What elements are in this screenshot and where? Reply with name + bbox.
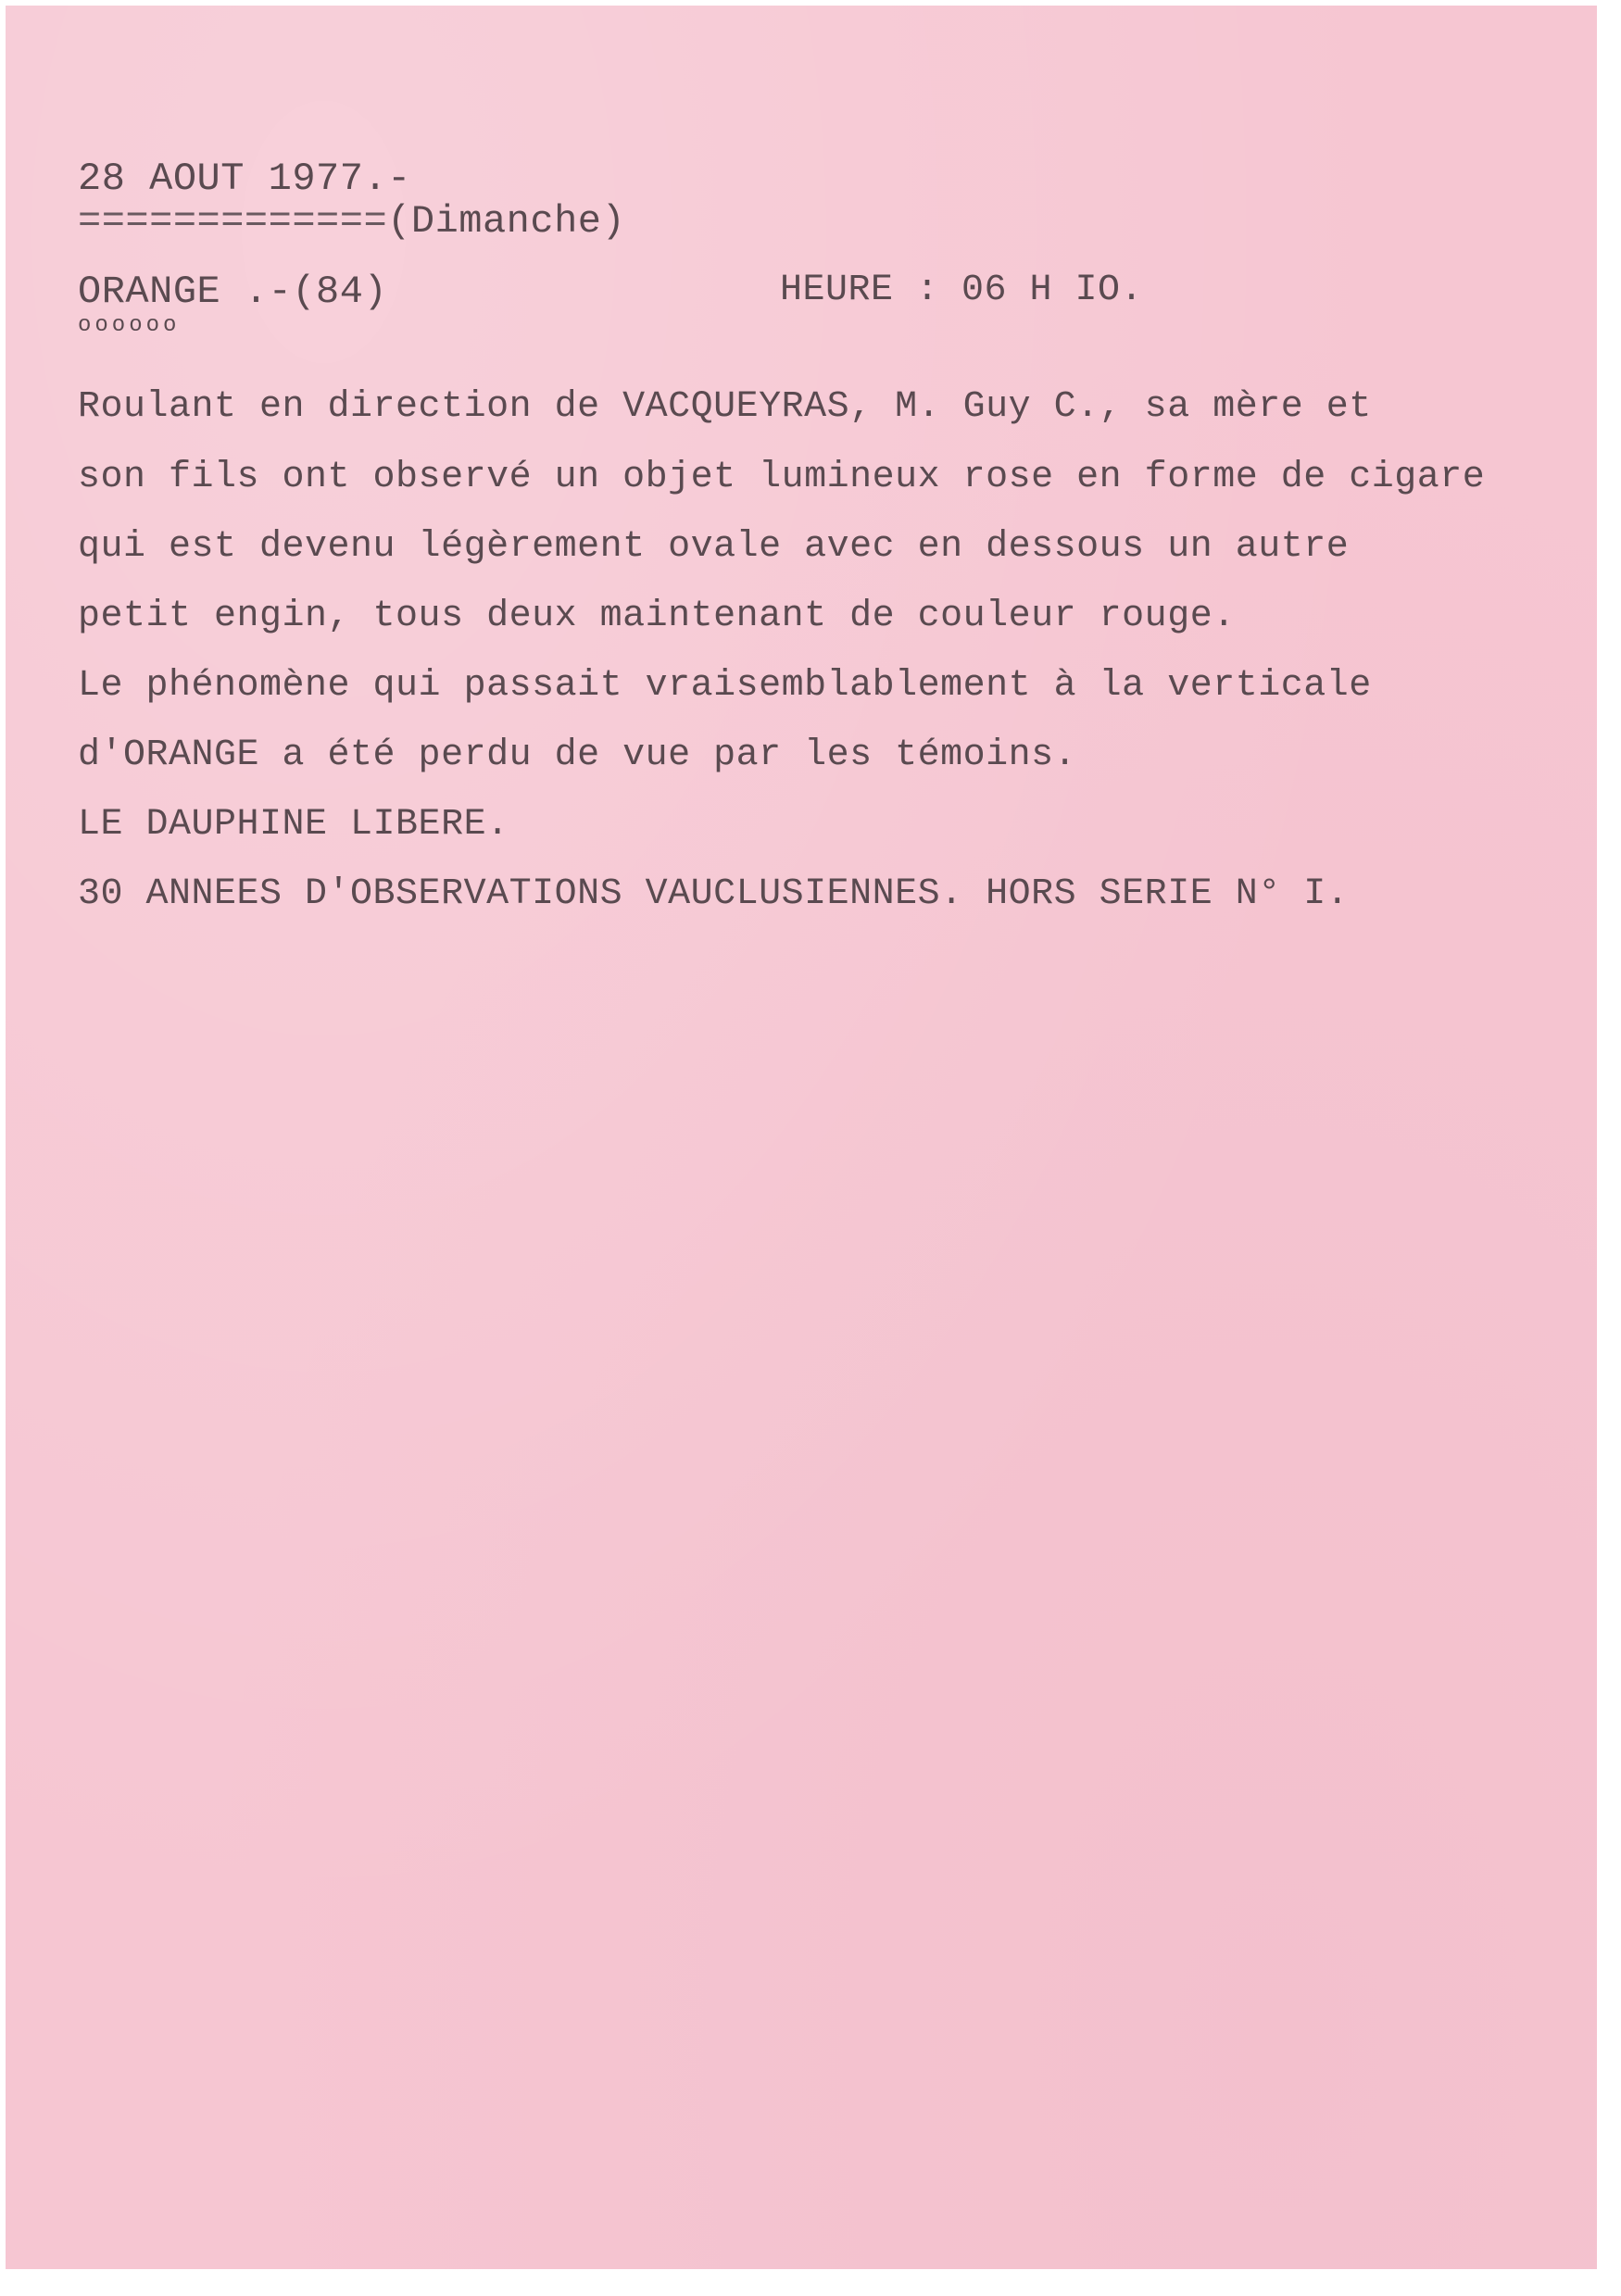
date-underline: ============= — [78, 199, 388, 244]
source-newspaper: LE DAUPHINE LIBERE. — [78, 804, 509, 846]
report-date: 28 AOUT 1977.- — [78, 157, 411, 201]
scan-margin-bottom — [0, 2269, 1621, 2296]
report-time: HEURE : 06 H IO. — [780, 270, 1144, 311]
place-underline: oooooo — [78, 313, 181, 338]
source-publication: 30 ANNEES D'OBSERVATIONS VAUCLUSIENNES. HORS SERIE N° I. — [78, 873, 1350, 915]
body-line-3: qui est devenu légèrement ovale avec en dessous un autre — [78, 526, 1350, 568]
body-line-5: Le phénomène qui passait vraisemblablement à la verticale — [78, 665, 1372, 707]
report-day: (Dimanche) — [387, 199, 626, 244]
body-line-1: Roulant en direction de VACQUEYRAS, M. Guy C., sa mère et — [78, 386, 1372, 428]
body-line-4: petit engin, tous deux maintenant de couleur rouge. — [78, 596, 1236, 637]
date-underline-row — [78, 199, 626, 244]
body-line-2: son fils ont observé un objet lumineux rose en forme de cigare — [78, 457, 1486, 498]
index-card — [6, 6, 1597, 2269]
scan-margin-right — [1597, 6, 1621, 2269]
body-line-6: d'ORANGE a été perdu de vue par les témoins. — [78, 734, 1077, 776]
report-place: ORANGE .-(84) — [78, 270, 388, 314]
